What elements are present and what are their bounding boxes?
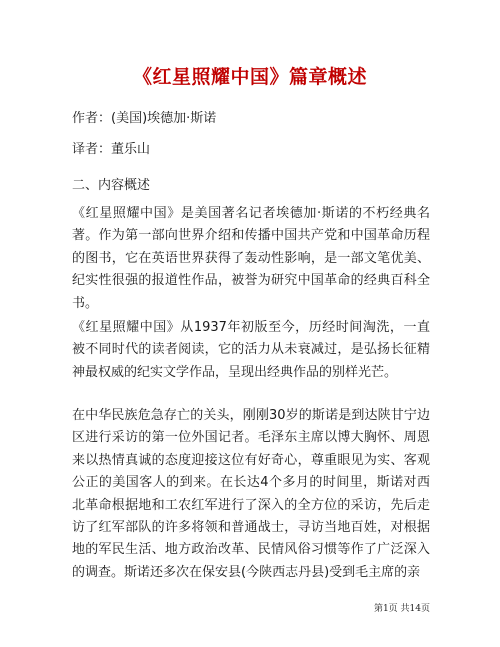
document-title: 《红星照耀中国》篇章概述 xyxy=(132,66,367,88)
paragraph-background: 在中华民族危急存亡的关头，刚刚30岁的斯诺是到达陕甘宁边区进行采访的第一位外国记者。毛泽东主席以博大胸怀、周恩来以热情真诚的态度迎接这位有好奇心，尊重眼见为实、客观公正的美国客人的到来。在长达4个多月的时间里，斯诺对西北革命根据地和工农红军进行了深入的全方位的采访，先后走访了红军部队的许多将领和普通战士，寻访当地百姓，对根据地的军民生活、地方政治改革、民情风俗习惯等作了广泛深入的调查。斯诺还多次在保安县(今陕西志丹县)受到毛主席的亲 xyxy=(72,408,430,580)
page-number-footer: 第1页 共14页 xyxy=(373,604,430,614)
translator-line: 译者：董乐山 xyxy=(72,142,151,157)
section-heading: 二、内容概述 xyxy=(72,178,151,193)
paragraph-publication: 《红星照耀中国》从1937年初版至今，历经时间淘洗，一直被不同时代的读者阅读，它的活力从未衰减过，是弘扬长征精神最权威的纪实文学作品，呈现出经典作品的别样光芒。 xyxy=(72,320,430,380)
paragraph-intro: 《红星照耀中国》是美国著名记者埃德加·斯诺的不朽经典名著。作为第一部向世界介绍和传播中国共产党和中国革命历程的图书，它在英语世界获得了轰动性影响，是一部文笔优美、纪实性很强的报道性作品，被誉为研究中国革命的经典百科全书。 xyxy=(72,206,430,311)
author-line: 作者：(美国)埃德加·斯诺 xyxy=(72,111,217,126)
